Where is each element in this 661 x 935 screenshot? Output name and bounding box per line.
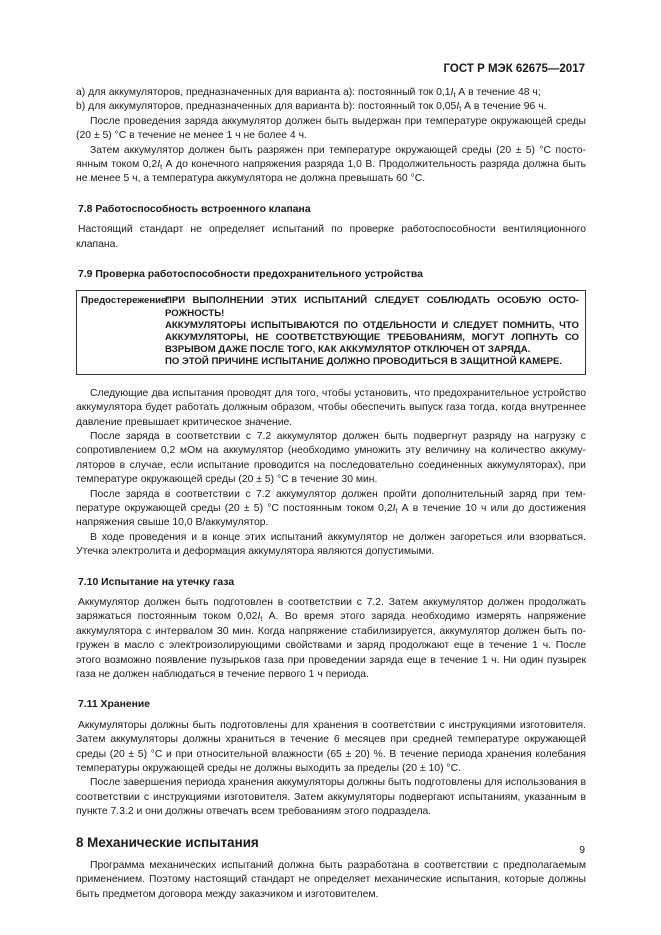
warning-line: АККУМУЛЯТОРЫ ИСПЫТЫВАЮТСЯ ПО ОТДЕЛЬНОСТИ И СЛЕДУЕТ ПОМНИТЬ, ЧТО АККУМУЛЯТОРЫ, НЕ СООТВЕТСТВУЮЩИЕ ТРЕБОВАНИЯМ, МОГУТ ЛОПНУТЬ СО ВЗРЫВОМ ДАЖЕ ПОСЛЕ ТОГО, КАК АККУМУЛЯТОР ОТКЛЮЧЕН ОТ ЗАРЯДА. (165, 319, 579, 356)
section-7-11-paragraph: Аккумуляторы должны быть подготовлены для хранения в соответствии с инструкциями изготовителя. Затем аккумуляторы должны храниться в течение 6 месяцев при средней температуре окружающей среды (20 ± 5) °С и при относительной влажности (65 ± 20) %. В течение периода хранения колебания температуры окружающей среды не должны выходить за пределы (20 ± 10) °С. (76, 719, 586, 775)
section-7-9-paragraph: После заряда в соответствии с 7.2 аккумулятор должен быть подвергнут разряду на нагрузку с сопротивлением 0,2 мОм на аккумулятор (необходимо умножить эту величину на количество аккумуляторов в случае, если испытание проводится на последовательно соединенных аккумуляторах), при температуре окружающей среды (20 ± 5) °С в течение 30 мин. (76, 430, 586, 486)
page-number: 9 (579, 845, 585, 856)
section-7-9-paragraph: После заряда в соответствии с 7.2 аккумулятор должен пройти дополнительный заряд при температуре окружающей среды (20 ± 5) °С постоянным током $0,2I_t$ А в течение 10 ч или до достижения напряжения свыше 10,0 В/аккумулятор. (76, 488, 586, 529)
warning-label: Предостережение: (81, 295, 170, 307)
page-content (76, 86, 586, 902)
section-7-10-text: Аккумулятор должен быть подготовлен в соответствии с 7.2. Затем аккумулятор должен продолжать заряжаться постоянным током $0,02I_t$ А. Во время этого заряда необходимо измерять напряжение аккумулятора с интервалом 30 мин. Когда напряжение стабилизируется, аккумулятор должен быть погружен в масло с электроизолирующими свойствами и заряд продолжают еще в течение 1 ч. После этого возможно появление пузырьков газа при проведении заряда еще в течение 1 ч. Ни один пузырек газа не должен наблюдаться в течение первого 1 ч периода. (76, 596, 587, 680)
warning-line: ПРИ ВЫПОЛНЕНИИ ЭТИХ ИСПЫТАНИЙ СЛЕДУЕТ СОБЛЮДАТЬ ОСОБУЮ ОСТОРОЖНОСТЬ! (165, 295, 579, 319)
section-7-9-paragraph: Следующие два испытания проводят для того, чтобы установить, что предохранительное устройство аккумулятора будет работать должным образом, чтобы обеспечить выпуск газа тогда, когда внутреннее давление превышает критическое значение. (76, 387, 586, 428)
section-7-8-text: Настоящий стандарт не определяет испытаний по проверке работоспособности вентиляционного клапана. (76, 224, 586, 250)
document-header: ГОСТ Р МЭК 62675—2017 (443, 63, 585, 75)
paragraph-discharge: Затем аккумулятор должен быть разряжен при температуре окружающей среды (20 ± 5) °С постоянным током $0,2I_t$ А до конечного напряжения разряда 1,0 В. Продолжительность разряда должна быть не менее 5 ч, а температура аккумулятора не должна превышать 60 °С. (76, 144, 586, 185)
section-8-text: Программа механических испытаний должна быть разработана в соответствии с предполагаемым применением. Поэтому настоящий стандарт не определяет механические испытания, которые должны быть предметом договора между заказчиком и изготовителем. (76, 860, 586, 900)
section-7-11-paragraph: После завершения периода хранения аккумуляторы должны быть подготовлены для использования в соответствии с инструкциями изготовителя. Затем аккумуляторы подвергают испытаниям, указанным в пункте 7.3.2 и они должны отвечать всем требованиям этого подраздела. (76, 777, 586, 818)
section-7-11-title: 7.11 Хранение (78, 699, 151, 711)
section-8-title: 8 Механические испытания (76, 834, 259, 850)
section-7-8-title: 7.8 Работоспособность встроенного клапана (78, 203, 311, 215)
section-7-9-title: 7.9 Проверка работоспособности предохранительного устройства (78, 269, 423, 281)
section-7-10-title: 7.10 Испытание на утечку газа (78, 576, 235, 588)
warning-text (165, 295, 579, 368)
paragraph-variant-a: а) для аккумуляторов, предназначенных для варианта а): постоянный ток $0,1I_t$ А в течение 48 ч; (76, 87, 541, 99)
warning-box (76, 290, 586, 374)
paragraph-rest-after-charge: После проведения заряда аккумулятор должен быть выдержан при температуре окружающей среды (20 ± 5) °С в течение не менее 1 ч не более 4 ч. (76, 115, 586, 142)
section-7-9-paragraph: В ходе проведения и в конце этих испытаний аккумулятор не должен загореться или взорваться. Утечка электролита и деформация аккумулятора являются допустимыми. (76, 531, 586, 558)
paragraph-variant-b: b) для аккумуляторов, предназначенных для варианта b): постоянный ток $0,05I_t$ А в течение 96 ч. (76, 101, 547, 114)
warning-line: ПО ЭТОЙ ПРИЧИНЕ ИСПЫТАНИЕ ДОЛЖНО ПРОВОДИТЬСЯ В ЗАЩИТНОЙ КАМЕРЕ. (165, 356, 563, 368)
